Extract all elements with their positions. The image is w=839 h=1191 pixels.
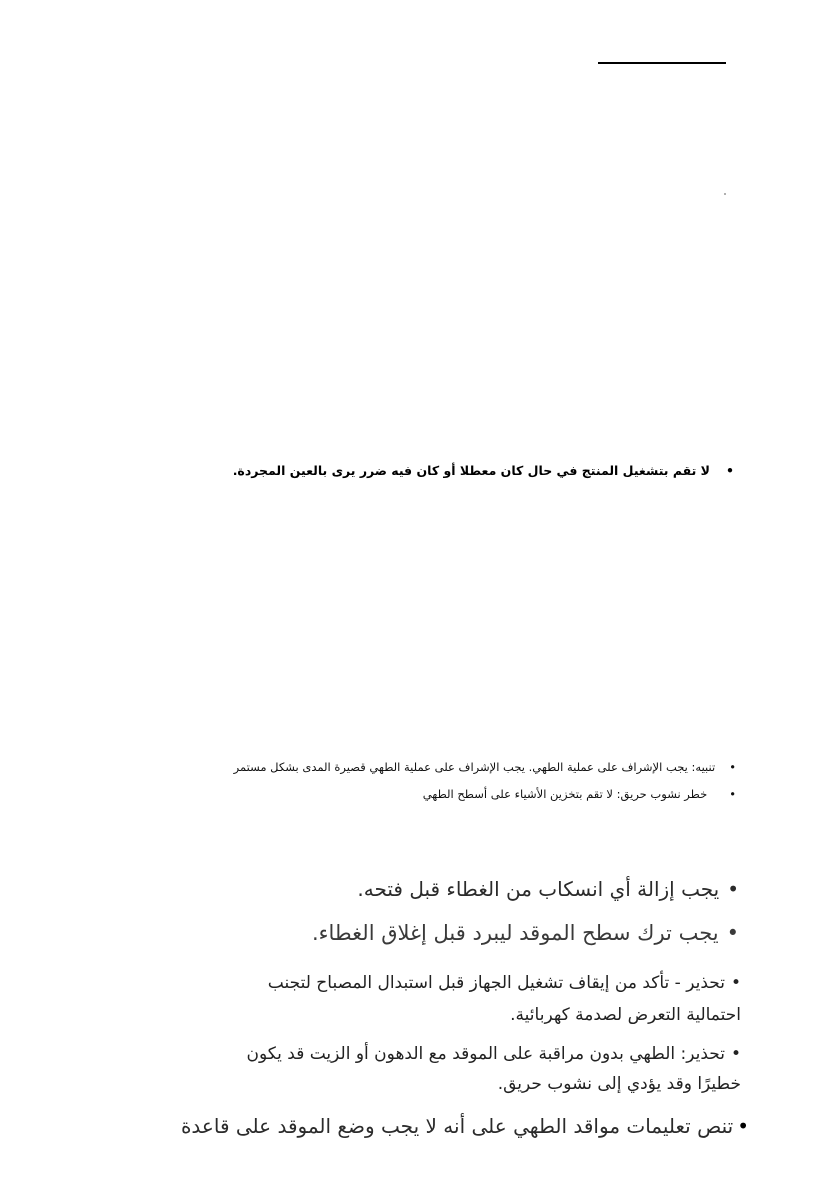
cool-before-closing [312,921,739,945]
warning-damaged-product-text: لا تقم بتشغيل المنتج في حال كان معطلا أو كان فيه ضرر يرى بالعين المجردة. [232,463,710,478]
warning-damaged-product [233,463,734,478]
caution-supervise-cooking-text: تنبيه: يجب الإشراف على عملية الطهي. يجب الإشراف على عملية الطهي قصيرة المدى بشكل مستمر [233,760,716,774]
hob-base-instructions-text: تنص تعليمات مواقد الطهي على أنه لا يجب وضع الموقد على قاعدة [180,1114,734,1138]
warning-lamp-replacement-line2: احتمالية التعرض لصدمة كهربائية. [510,1005,741,1025]
header-rule [598,62,726,64]
bullet-icon: • [737,1114,749,1138]
bullet-icon: • [729,760,736,774]
bullet-icon: • [726,463,734,478]
remove-spillage-lid [357,877,739,901]
warning-lamp-replacement-text: تحذير - تأكد من إيقاف تشغيل الجهاز قبل استبدال المصباح لتجنب [267,973,725,993]
bullet-icon: • [726,921,739,945]
warning-lamp-replacement-line1 [268,973,741,993]
hob-base-instructions [181,1114,749,1138]
bullet-icon: • [730,1044,741,1064]
warning-unattended-cooking-text: تحذير: الطهي بدون مراقبة على الموقد مع الدهون أو الزيت قد يكون [246,1044,725,1064]
bullet-icon: • [729,787,736,801]
bullet-icon: • [727,877,739,901]
fire-hazard-storage-text: خطر نشوب حريق: لا تقم بتخزين الأشياء على أسطح الطهي [422,787,708,801]
cool-before-closing-text: يجب ترك سطح الموقد ليبرد قبل إغلاق الغطاء. [311,921,719,945]
bullet-icon: • [730,973,741,993]
scan-speck [724,193,726,195]
caution-supervise-cooking [234,760,736,774]
warning-unattended-cooking-line2: خطيرًا وقد يؤدي إلى نشوب حريق. [497,1074,741,1094]
warning-unattended-cooking-line1 [246,1044,741,1064]
fire-hazard-storage [423,787,736,801]
remove-spillage-lid-text: يجب إزالة أي انسكاب من الغطاء قبل فتحه. [357,877,720,901]
